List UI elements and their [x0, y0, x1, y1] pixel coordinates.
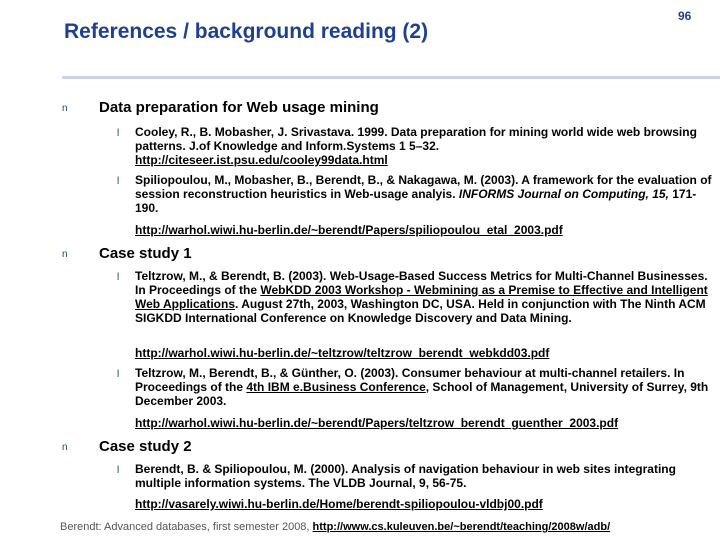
- title-divider: [62, 76, 720, 79]
- reference-3-1: Berendt, B. & Spiliopoulou, M. (2000). Analysis of navigation behaviour in web sites integrating multiple information systems. The VLDB Journal, 9, 56-75.: [135, 462, 676, 490]
- section-heading-3: Case study 2: [99, 438, 192, 455]
- bullet-section-1: n: [62, 103, 68, 114]
- reference-url[interactable]: http://citeseer.ist.psu.edu/cooley99data.html: [135, 153, 388, 167]
- reference-journal: INFORMS Journal on Computing, 15,: [458, 187, 669, 201]
- bullet-section-2: n: [62, 249, 68, 260]
- workshop-link[interactable]: WebKDD 2003 Workshop - Webmining as a Premise to Effective and Intelligent Web Applications: [135, 283, 708, 311]
- reference-url-2-2[interactable]: http://warhol.wiwi.hu-berlin.de/~berendt/Papers/teltzrow_berendt_guenther_2003.pdf: [135, 416, 619, 430]
- slide-title: References / background reading (2): [64, 20, 429, 43]
- reference-text: Spiliopoulou, M., Mobasher, B., Berendt, B., & Nakagawa, M. (2003). A framework for the evaluation of session reconstruction heuristics in Web-usage analyis.: [135, 173, 712, 201]
- bullet-ref-1-2: l: [117, 176, 120, 187]
- reference-text: Teltzrow, M., Berendt, B., & Günther, O. (2003). Consumer behaviour at multi-channel retailers. In Proceedings of the: [135, 366, 685, 394]
- reference-2-2: [135, 366, 715, 408]
- bullet-ref-1-1: l: [117, 128, 120, 139]
- footer: [60, 521, 610, 533]
- reference-text: Teltzrow, M., & Berendt, B. (2003). Web-Usage-Based Success Metrics for Multi-Channel Businesses. In Proceedings of the: [135, 269, 708, 297]
- reference-pages: 171-190.: [135, 187, 697, 215]
- reference-1-1: [135, 125, 715, 167]
- bullet-ref-2-2: l: [117, 369, 120, 380]
- reference-url-3-1[interactable]: http://vasarely.wiwi.hu-berlin.de/Home/berendt-spiliopoulou-vldbj00.pdf: [135, 497, 543, 511]
- bullet-section-3: n: [62, 442, 68, 453]
- footer-text: Berendt: Advanced databases, first semester 2008,: [60, 521, 313, 533]
- bullet-ref-2-1: l: [117, 272, 120, 283]
- section-heading-1: Data preparation for Web usage mining: [99, 99, 379, 116]
- reference-venue: , School of Management, University of Surrey, 9th December 2003.: [135, 380, 709, 408]
- conference-link[interactable]: 4th IBM e.Business Conference: [246, 380, 426, 394]
- section-heading-2: Case study 1: [99, 245, 192, 262]
- reference-text: Cooley, R., B. Mobasher, J. Srivastava. 1999. Data preparation for mining world wide web browsing patterns. J.of Knowledge and Inform.Systems 1 5–32.: [135, 125, 697, 153]
- footer-link[interactable]: http://www.cs.kuleuven.be/~berendt/teaching/2008w/adb/: [312, 521, 611, 533]
- reference-venue: . August 27th, 2003, Washington DC, USA. Held in conjunction with The Ninth ACM SIGKDD International Conference on Knowledge Discovery and Data Mining.: [135, 297, 706, 325]
- page-number: 96: [678, 9, 692, 23]
- reference-1-2: [135, 173, 715, 215]
- reference-2-1: [135, 269, 715, 325]
- bullet-ref-3-1: l: [117, 465, 120, 476]
- reference-url-1-2[interactable]: http://warhol.wiwi.hu-berlin.de/~berendt/Papers/spiliopoulou_etal_2003.pdf: [135, 223, 563, 237]
- reference-url-2-1[interactable]: http://warhol.wiwi.hu-berlin.de/~teltzrow/teltzrow_berendt_webkdd03.pdf: [135, 346, 550, 360]
